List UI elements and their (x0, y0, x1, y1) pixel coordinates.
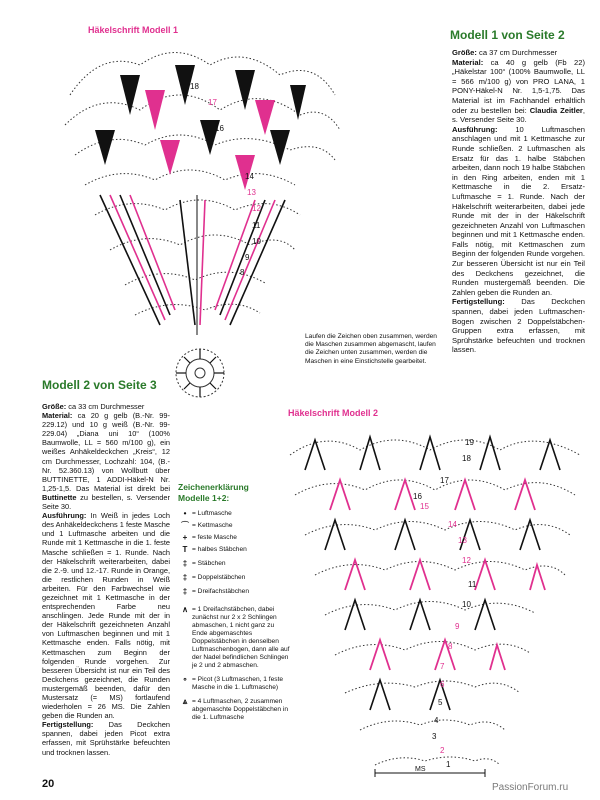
diagram2-round-label: 17 (440, 476, 449, 485)
diagram1-title: Häkelschrift Modell 1 (88, 25, 179, 35)
model2-groesse: ca 33 cm Durchmesser (68, 402, 145, 411)
legend-symbol: ∘ (182, 675, 188, 684)
legend-symbol: • (183, 509, 187, 518)
diagram2-round-label: 12 (462, 556, 471, 565)
legend-item (178, 676, 290, 692)
legend-text: = halbes Stäbchen (192, 546, 247, 553)
diagram2-round-label: 5 (438, 698, 443, 707)
legend-symbol: ‡ (182, 573, 188, 582)
legend-text: = Dreifachstäbchen (192, 588, 249, 595)
diagram1-round-label: 13 (247, 188, 256, 197)
legend-item (178, 522, 290, 530)
model2-supplier: Buttinette (42, 492, 77, 502)
model2-ausfuehrung-label: Ausführung: (42, 511, 87, 521)
legend-symbol: ‡ (182, 587, 188, 596)
legend-item (178, 574, 290, 582)
diagram1-round-label: 17 (208, 98, 217, 107)
model1-material-note: Das Material ist im Fachhandel erhältlich oder zu bestellen bei: (452, 86, 585, 115)
model1-material-label: Material: (452, 57, 484, 67)
model1-heading: Modell 1 von Seite 2 (450, 28, 565, 42)
legend-text: = Stäbchen (192, 560, 226, 567)
model2-ausfuehrung: In Weiß in jedes Loch des Anhäkeldeckchens 1 feste Masche und 1 Luftmasche arbeiten und die Runde mit 1 Kettmasche in die 1. feste Masche schließen = 1. Runde. Nach der Häkelschrift weiterarbeiten, dabei die 2.-9. und 12.-17. Runde in Orange, die restlichen Runden in Weiß arbeiten. Für den Farbwechsel wie gezeichnet mit 1 Kettmasche in der entsprechenden Farbe neu anschlingen. Jede Runde mit der in der Häkelschrift gezeichneten Anzahl von Luftmaschen beginnen und mit 1 Kettmasche enden. Falls nötig, mit Kettmaschen zum Beginn der folgenden Runde vorgehen. Zur besseren Übersicht ist nur ein Teil des Deckchens gezeichnet, die Runden mustergemäß beenden, dafür den Mustersatz (= MS) fortlaufend wiederholen = 26 MS. Die Zahlen geben die Runden an. (42, 511, 170, 721)
legend-symbol: + (182, 533, 188, 542)
legend-text: = Picot (3 Luftmaschen, 1 feste Masche in die 1. Luftmasche) (192, 676, 284, 691)
legend-text: = 1 Dreifachstäbchen, dabei zunächst nur 2 x 2 Schlingen abmaschen, 1 nicht ganz zu Ende abgemaschtes Doppelstäbchen in denselben Luftmaschenbogen, dann alle auf der Nadel befindlichen Schlingen je 2 und 2 abmaschen. (192, 606, 290, 669)
diagram1-round-label: 9 (245, 253, 250, 262)
diagram2-round-label: 6 (440, 680, 445, 689)
model2-material-note: Das Material ist direkt bei (76, 483, 170, 493)
diagram2-round-label: 4 (434, 716, 439, 725)
diagram2-round-label: 2 (440, 746, 445, 755)
legend-symbol: ‡ (182, 559, 188, 568)
diagram2-round-label: 13 (458, 536, 467, 545)
diagram1-round-label: 18 (190, 82, 199, 91)
diagram2-round-label: 8 (448, 642, 453, 651)
diagram2-round-label: 16 (413, 492, 422, 501)
model2-groesse-label: Größe: (42, 402, 67, 411)
diagram1-round-label: 16 (215, 124, 224, 133)
model1-body (452, 48, 585, 355)
legend (178, 482, 290, 726)
diagram2-round-label: 7 (440, 662, 445, 671)
legend-item (178, 560, 290, 568)
legend-title: Zeichenerklärung (178, 482, 249, 492)
diagram1-round-label: 8 (240, 268, 245, 277)
diagram1-round-label: 11 (252, 221, 261, 230)
legend-subtitle: Modelle 1+2: (178, 493, 230, 503)
diagram2-ms-label: MS (415, 766, 426, 773)
legend-item (178, 510, 290, 518)
legend-symbol: T (182, 545, 188, 554)
legend-text: = Luftmasche (192, 510, 232, 517)
model2-material: ca 20 g gelb (B.-Nr. 99-229.12) und 10 g weiß (B.-Nr. 99-229.04) „Diana uni 10“ (100% Baumwolle, LL = 560 m/100 g), ein weißes Anhäkeldeckchen „Kreis“, 12 cm Durchmesser, Lochzahl: 104, (B.-Nr. 52.360.13) von Wollbutt über BUTTINETTE, 1 ADDI-Häkel-N Nr. 1,25-1,5. (42, 411, 170, 493)
model1-groesse-label: Größe: (452, 48, 477, 57)
model2-material-label: Material: (42, 411, 73, 421)
model2-heading: Modell 2 von Seite 3 (42, 378, 157, 392)
diagram2-round-label: 19 (465, 438, 474, 447)
watermark: PassionForum.ru (492, 782, 569, 793)
legend-item (178, 698, 290, 722)
diagram2-round-label: 3 (432, 732, 437, 741)
diagram2-round-label: 10 (462, 600, 471, 609)
diagram2-round-label: 18 (462, 454, 471, 463)
model1-fertig-label: Fertigstellung: (452, 297, 505, 307)
model2-fertig: Das Deckchen spannen, dabei jeden Picot extra erfassen, mit Sprühstärke befeuchten und trocknen lassen. (42, 720, 170, 757)
legend-item (178, 606, 290, 670)
legend-text: = Doppelstäbchen (192, 574, 246, 581)
legend-text: = 4 Luftmaschen, 2 zusammen abgemaschte Doppelstäbchen in die 1. Luftmasche (192, 698, 289, 721)
legend-item (178, 534, 290, 542)
model1-fertig: Das Deckchen spannen, dabei jeden Luftmaschen-Bogen zwischen 2 Doppelstäbchen-Gruppen extra erfassen, mit Sprühstärke befeuchten und trocknen lassen. (452, 297, 585, 355)
diagram1-note: Laufen die Zeichen oben zusammen, werden die Maschen zusammen abgemascht, laufen die Zeichen unten zusammen, werden die Maschen in eine Einstichstelle gearbeitet. (305, 333, 437, 365)
model2-supplier-suffix: zu bestellen, s. Versender Seite 30. (42, 492, 170, 512)
model2-fertig-label: Fertigstellung: (42, 720, 94, 730)
model1-supplier: Claudia Zeitler (529, 105, 583, 115)
model1-groesse: ca 37 cm Durchmesser (479, 48, 558, 57)
diagram1-round-label: 12 (252, 204, 261, 213)
diagram2-round-label: 9 (455, 622, 460, 631)
legend-item (178, 546, 290, 554)
legend-item (178, 588, 290, 596)
legend-text: = Kettmasche (192, 522, 233, 529)
page-number: 20 (42, 778, 55, 790)
model1-ausfuehrung: 10 Luftmaschen anschlagen und mit 1 Kettmasche zur Runde schließen. 2 Luftmaschen als Ersatz für das 1. halbe Stäbchen arbeiten, dann noch 19 halbe Stäbchen in den Ring arbeiten, enden mit 1 Kettmasche in die 2. Ersatz-Luftmasche = 1. Runde. Nach der Häkelschrift weiterarbeiten, dabei jede Runde mit der in der Häkelschrift gezeichneten Anzahl von Luftmaschen beginnen und mit 1 Kettmasche enden. Falls nötig, mit Kettmaschen zum Beginn der folgenden Runde vorgehen. Zur besseren Übersicht ist nur ein Teil des Deckchens gezeichnet, die Runden mustergemäß beenden. Die Zahlen geben die Runden an. (452, 124, 585, 297)
model2-body (42, 402, 170, 757)
model1-ausfuehrung-label: Ausführung: (452, 124, 498, 134)
diagram1-round-label: 10 (252, 237, 261, 246)
diagram2-round-label: 14 (448, 520, 457, 529)
diagram2-round-label: 11 (468, 580, 477, 589)
model1-material: ca 40 g gelb (Fb 22) „Häkelstar 100“ (100% Baumwolle, LL = 566 m/100 g) von PRO LANA, 1 PONY-Häkel-N Nr. 1,5-1,75. (452, 57, 585, 96)
diagram2-round-label: 15 (420, 502, 429, 511)
diagram1-round-label: 14 (245, 172, 254, 181)
legend-symbol: ⩓ (182, 697, 188, 706)
diagram2-round-label: 1 (446, 760, 451, 769)
model1-supplier-suffix: , s. Versender Seite 30. (452, 105, 585, 125)
diagram1-round-label: 15 (238, 156, 247, 165)
legend-symbol: ∧ (182, 605, 188, 614)
legend-text: = feste Masche (192, 534, 237, 541)
diagram2-title: Häkelschrift Modell 2 (288, 408, 379, 418)
legend-symbol: ⌒ (181, 521, 189, 530)
